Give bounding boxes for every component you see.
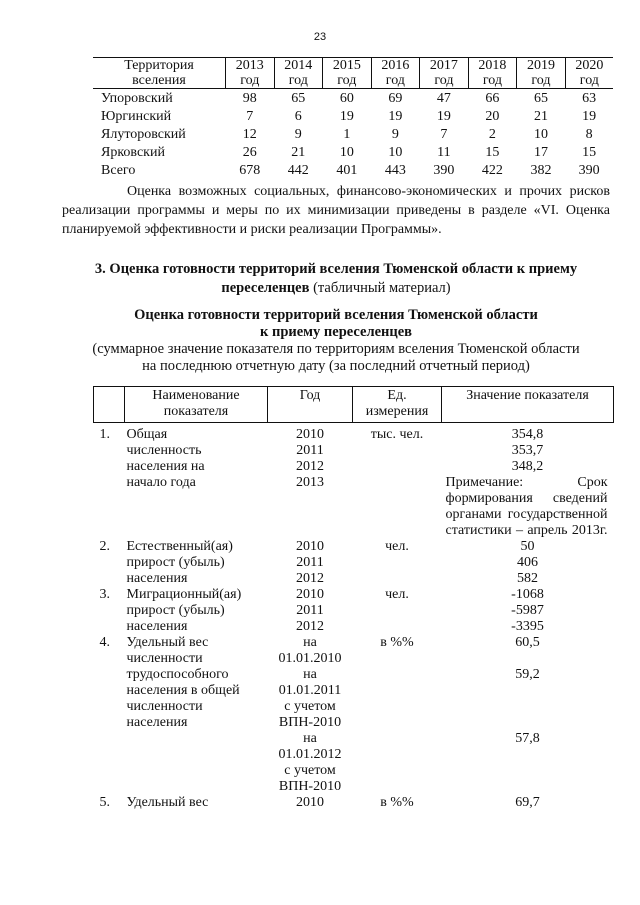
table-row: 4. Удельный вес численности трудоспособного населения в общей численности населения на 01.01.2010 на 01.01.2011 с учетом ВПН-2010 на 01.01.2012 с учетом ВПН-2010 в %% 60,5 59,2 57,8 <box>99 635 540 794</box>
table-title: Оценка готовности территорий вселения Тюменской области к приему переселенцев (суммарное значение показателя по территориям вселения Тюменской области на последнюю отчетную дату (за последний отчетный период) <box>92 307 580 374</box>
year-header: 2014 год <box>274 58 323 89</box>
year-header: 2016 год <box>371 58 420 89</box>
table-row: Ялуторовский 12 9 1 9 7 2 10 8 <box>101 126 593 142</box>
section-heading: 3. Оценка готовности территорий вселения Тюменской области к приему переселенцев (табличный материал) <box>94 261 578 296</box>
number-header <box>94 387 125 423</box>
year-header: 2020 год <box>565 58 613 89</box>
table-row: 3. Миграционный(ая) прирост (убыль) населения 2010 2011 2012 чел. -1068 -5987 -3395 <box>99 587 544 634</box>
year-header: 2013 год <box>226 58 275 89</box>
year-header: 2015 год <box>323 58 372 89</box>
readiness-table <box>93 386 614 811</box>
value-header: Значение показателя <box>442 387 614 423</box>
table-header-row <box>93 58 613 89</box>
territory-header: Территория вселения <box>93 58 226 89</box>
unit-header: Ед. измерения <box>353 387 442 423</box>
table-header-row <box>94 387 614 423</box>
table-row: Упоровский 98 65 60 69 47 66 65 63 <box>101 90 597 106</box>
risk-paragraph: Оценка возможных социальных, финансово-экономических и прочих рисков реализации программы и меры по их минимизации приведены в разделе «VI. Оценка планируемой эффективности и риски реализации Программы». <box>62 184 610 237</box>
table-row: Юргинский 7 6 19 19 19 20 21 19 <box>101 108 597 124</box>
table-row-total: Всего 678 442 401 443 390 422 382 390 <box>101 162 600 178</box>
note-text: Примечание: Срок формирования сведений органами государственной статистики – апрель 2013г. <box>445 475 608 538</box>
indicator-name-header: Наименование показателя <box>125 387 268 423</box>
table-row: 1. Общая численность населения на начало года 2010 2011 2012 2013 тыс. чел. 354,8 353,7 348,2 Примечание: Срок формирования сведений органами государственной статистики – апрель 2013г. <box>94 423 614 540</box>
table-row: 5. Удельный вес 2010 в %% 69,7 <box>99 795 540 810</box>
page-number: 23 <box>313 31 327 43</box>
resettlement-table <box>93 57 613 179</box>
year-header: Год <box>268 387 353 423</box>
table-row: Ярковский 26 21 10 10 11 15 17 15 <box>101 144 597 160</box>
year-header: 2017 год <box>420 58 469 89</box>
year-header: 2019 год <box>517 58 566 89</box>
table-row: 2. Естественный(ая) прирост (убыль) населения 2010 2011 2012 чел. 50 406 582 <box>99 539 538 586</box>
year-header: 2018 год <box>468 58 517 89</box>
